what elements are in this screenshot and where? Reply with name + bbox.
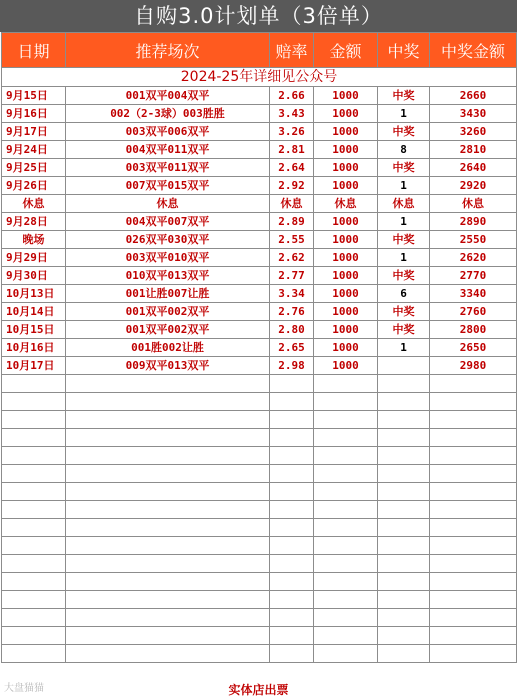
empty-cell [270, 429, 314, 447]
empty-cell [378, 627, 430, 645]
result-cell: 中奖 [378, 303, 430, 321]
empty-cell [314, 555, 378, 573]
payout-cell: 2640 [430, 159, 517, 177]
empty-cell [66, 375, 270, 393]
odds-cell: 3.34 [270, 285, 314, 303]
date-cell: 9月26日 [2, 177, 66, 195]
empty-row [2, 609, 517, 627]
empty-cell [270, 591, 314, 609]
empty-cell [66, 465, 270, 483]
payout-cell: 2650 [430, 339, 517, 357]
payout-cell: 3260 [430, 123, 517, 141]
empty-cell [314, 465, 378, 483]
empty-cell [66, 429, 270, 447]
empty-cell [66, 591, 270, 609]
table-row [2, 285, 517, 303]
odds-cell: 2.66 [270, 87, 314, 105]
empty-cell [270, 645, 314, 663]
table-row [2, 195, 517, 213]
amount-cell: 1000 [314, 213, 378, 231]
empty-cell [2, 627, 66, 645]
payout-cell: 2620 [430, 249, 517, 267]
odds-cell: 2.65 [270, 339, 314, 357]
empty-cell [2, 375, 66, 393]
empty-cell [378, 411, 430, 429]
match-cell: 休息 [66, 195, 270, 213]
empty-cell [314, 627, 378, 645]
result-cell: 休息 [378, 195, 430, 213]
amount-cell: 1000 [314, 231, 378, 249]
amount-cell: 休息 [314, 195, 378, 213]
table-row [2, 339, 517, 357]
empty-cell [2, 519, 66, 537]
empty-row [2, 411, 517, 429]
result-cell: 1 [378, 177, 430, 195]
empty-cell [378, 501, 430, 519]
odds-cell: 休息 [270, 195, 314, 213]
empty-cell [2, 501, 66, 519]
empty-cell [2, 591, 66, 609]
result-cell: 中奖 [378, 267, 430, 285]
footer-note: 实体店出票 [228, 683, 289, 697]
empty-cell [314, 393, 378, 411]
payout-cell: 2770 [430, 267, 517, 285]
empty-cell [314, 375, 378, 393]
match-cell: 001双平002双平 [66, 303, 270, 321]
empty-cell [378, 573, 430, 591]
empty-cell [430, 591, 517, 609]
empty-cell [314, 591, 378, 609]
date-cell: 9月24日 [2, 141, 66, 159]
match-cell: 003双平010双平 [66, 249, 270, 267]
column-header-odds: 赔率 [270, 33, 314, 68]
empty-cell [378, 645, 430, 663]
page-title: 自购3.0计划单（3倍单） [0, 0, 517, 32]
empty-cell [378, 447, 430, 465]
date-cell: 10月16日 [2, 339, 66, 357]
notice-text: 2024-25年详细见公众号 [2, 68, 517, 87]
empty-cell [270, 555, 314, 573]
result-cell [378, 357, 430, 375]
result-cell: 1 [378, 105, 430, 123]
empty-cell [270, 537, 314, 555]
empty-cell [2, 465, 66, 483]
watermark-text: 大盘猫猫 [4, 683, 44, 694]
empty-row [2, 375, 517, 393]
empty-cell [66, 483, 270, 501]
column-header-amount: 金额 [314, 33, 378, 68]
table-row [2, 357, 517, 375]
result-cell: 1 [378, 339, 430, 357]
empty-cell [430, 555, 517, 573]
result-cell: 中奖 [378, 123, 430, 141]
empty-cell [270, 375, 314, 393]
empty-cell [314, 429, 378, 447]
result-cell: 1 [378, 213, 430, 231]
amount-cell: 1000 [314, 249, 378, 267]
header-row [2, 33, 517, 68]
odds-cell: 2.98 [270, 357, 314, 375]
date-cell: 10月14日 [2, 303, 66, 321]
empty-cell [378, 393, 430, 411]
payout-cell: 2890 [430, 213, 517, 231]
date-cell: 9月29日 [2, 249, 66, 267]
empty-cell [270, 573, 314, 591]
empty-cell [378, 591, 430, 609]
empty-row [2, 645, 517, 663]
table-row [2, 249, 517, 267]
empty-cell [430, 645, 517, 663]
amount-cell: 1000 [314, 285, 378, 303]
date-cell: 9月25日 [2, 159, 66, 177]
empty-cell [2, 645, 66, 663]
table-row [2, 267, 517, 285]
payout-cell: 2920 [430, 177, 517, 195]
empty-cell [66, 447, 270, 465]
empty-cell [2, 411, 66, 429]
odds-cell: 3.26 [270, 123, 314, 141]
odds-cell: 2.81 [270, 141, 314, 159]
match-cell: 001让胜007让胜 [66, 285, 270, 303]
empty-cell [270, 447, 314, 465]
payout-cell: 2800 [430, 321, 517, 339]
table-row [2, 159, 517, 177]
payout-cell: 3340 [430, 285, 517, 303]
date-cell: 休息 [2, 195, 66, 213]
plan-table [1, 32, 517, 663]
empty-cell [2, 447, 66, 465]
empty-cell [378, 555, 430, 573]
empty-cell [378, 465, 430, 483]
odds-cell: 2.62 [270, 249, 314, 267]
empty-cell [66, 393, 270, 411]
payout-cell: 2660 [430, 87, 517, 105]
match-cell: 026双平030双平 [66, 231, 270, 249]
empty-cell [378, 537, 430, 555]
odds-cell: 2.80 [270, 321, 314, 339]
date-cell: 9月15日 [2, 87, 66, 105]
empty-cell [430, 609, 517, 627]
empty-cell [66, 609, 270, 627]
date-cell: 9月28日 [2, 213, 66, 231]
empty-cell [66, 411, 270, 429]
amount-cell: 1000 [314, 303, 378, 321]
odds-cell: 2.92 [270, 177, 314, 195]
empty-cell [270, 411, 314, 429]
empty-cell [2, 573, 66, 591]
column-header-payout: 中奖金额 [430, 33, 517, 68]
match-cell: 001胜002让胜 [66, 339, 270, 357]
column-header-result: 中奖 [378, 33, 430, 68]
result-cell: 中奖 [378, 321, 430, 339]
result-cell: 中奖 [378, 87, 430, 105]
empty-cell [270, 465, 314, 483]
empty-cell [2, 609, 66, 627]
column-header-match: 推荐场次 [66, 33, 270, 68]
empty-row [2, 483, 517, 501]
odds-cell: 2.89 [270, 213, 314, 231]
odds-cell: 2.64 [270, 159, 314, 177]
empty-cell [270, 483, 314, 501]
table-row [2, 213, 517, 231]
empty-cell [430, 573, 517, 591]
table-body [2, 68, 517, 663]
empty-cell [314, 573, 378, 591]
match-cell: 003双平006双平 [66, 123, 270, 141]
amount-cell: 1000 [314, 123, 378, 141]
amount-cell: 1000 [314, 321, 378, 339]
empty-cell [430, 501, 517, 519]
match-cell: 007双平015双平 [66, 177, 270, 195]
table-row [2, 141, 517, 159]
empty-cell [430, 537, 517, 555]
empty-row [2, 393, 517, 411]
empty-cell [430, 627, 517, 645]
empty-cell [314, 411, 378, 429]
empty-row [2, 429, 517, 447]
match-cell: 002（2-3球）003胜胜 [66, 105, 270, 123]
match-cell: 004双平011双平 [66, 141, 270, 159]
table-row [2, 123, 517, 141]
empty-cell [270, 393, 314, 411]
empty-cell [314, 645, 378, 663]
empty-cell [430, 465, 517, 483]
match-cell: 004双平007双平 [66, 213, 270, 231]
empty-cell [66, 645, 270, 663]
odds-cell: 2.76 [270, 303, 314, 321]
empty-cell [270, 627, 314, 645]
empty-cell [430, 393, 517, 411]
odds-cell: 3.43 [270, 105, 314, 123]
match-cell: 001双平002双平 [66, 321, 270, 339]
empty-cell [314, 501, 378, 519]
amount-cell: 1000 [314, 267, 378, 285]
empty-row [2, 447, 517, 465]
empty-cell [2, 555, 66, 573]
empty-row [2, 519, 517, 537]
empty-cell [430, 411, 517, 429]
table-row [2, 231, 517, 249]
empty-cell [430, 429, 517, 447]
empty-cell [314, 447, 378, 465]
date-cell: 10月17日 [2, 357, 66, 375]
payout-cell: 2760 [430, 303, 517, 321]
payout-cell: 2980 [430, 357, 517, 375]
empty-cell [378, 483, 430, 501]
result-cell: 6 [378, 285, 430, 303]
amount-cell: 1000 [314, 159, 378, 177]
odds-cell: 2.77 [270, 267, 314, 285]
empty-row [2, 465, 517, 483]
empty-cell [66, 555, 270, 573]
empty-cell [270, 519, 314, 537]
date-cell: 9月30日 [2, 267, 66, 285]
empty-cell [2, 393, 66, 411]
amount-cell: 1000 [314, 177, 378, 195]
date-cell: 9月16日 [2, 105, 66, 123]
empty-cell [314, 519, 378, 537]
result-cell: 8 [378, 141, 430, 159]
match-cell: 003双平011双平 [66, 159, 270, 177]
odds-cell: 2.55 [270, 231, 314, 249]
date-cell: 10月15日 [2, 321, 66, 339]
empty-cell [378, 429, 430, 447]
empty-cell [270, 501, 314, 519]
result-cell: 中奖 [378, 159, 430, 177]
empty-cell [314, 483, 378, 501]
table-row [2, 105, 517, 123]
match-cell: 001双平004双平 [66, 87, 270, 105]
date-cell: 9月17日 [2, 123, 66, 141]
match-cell: 009双平013双平 [66, 357, 270, 375]
empty-cell [66, 627, 270, 645]
amount-cell: 1000 [314, 357, 378, 375]
empty-cell [430, 375, 517, 393]
column-header-date: 日期 [2, 33, 66, 68]
date-cell: 10月13日 [2, 285, 66, 303]
empty-cell [314, 537, 378, 555]
payout-cell: 3430 [430, 105, 517, 123]
result-cell: 1 [378, 249, 430, 267]
empty-cell [430, 483, 517, 501]
empty-cell [270, 609, 314, 627]
amount-cell: 1000 [314, 339, 378, 357]
empty-cell [378, 609, 430, 627]
amount-cell: 1000 [314, 141, 378, 159]
empty-cell [2, 537, 66, 555]
empty-row [2, 537, 517, 555]
match-cell: 010双平013双平 [66, 267, 270, 285]
result-cell: 中奖 [378, 231, 430, 249]
empty-cell [66, 501, 270, 519]
payout-cell: 2810 [430, 141, 517, 159]
empty-cell [66, 537, 270, 555]
empty-cell [66, 519, 270, 537]
empty-row [2, 591, 517, 609]
payout-cell: 2550 [430, 231, 517, 249]
table-row [2, 87, 517, 105]
empty-cell [2, 483, 66, 501]
table-row [2, 303, 517, 321]
empty-row [2, 627, 517, 645]
empty-cell [378, 375, 430, 393]
empty-row [2, 555, 517, 573]
empty-cell [66, 573, 270, 591]
empty-cell [430, 447, 517, 465]
empty-row [2, 573, 517, 591]
amount-cell: 1000 [314, 87, 378, 105]
notice-row [2, 68, 517, 87]
payout-cell: 休息 [430, 195, 517, 213]
empty-row [2, 501, 517, 519]
empty-cell [378, 519, 430, 537]
amount-cell: 1000 [314, 105, 378, 123]
empty-cell [314, 609, 378, 627]
empty-cell [430, 519, 517, 537]
table-row [2, 321, 517, 339]
date-cell: 晚场 [2, 231, 66, 249]
table-row [2, 177, 517, 195]
empty-cell [2, 429, 66, 447]
